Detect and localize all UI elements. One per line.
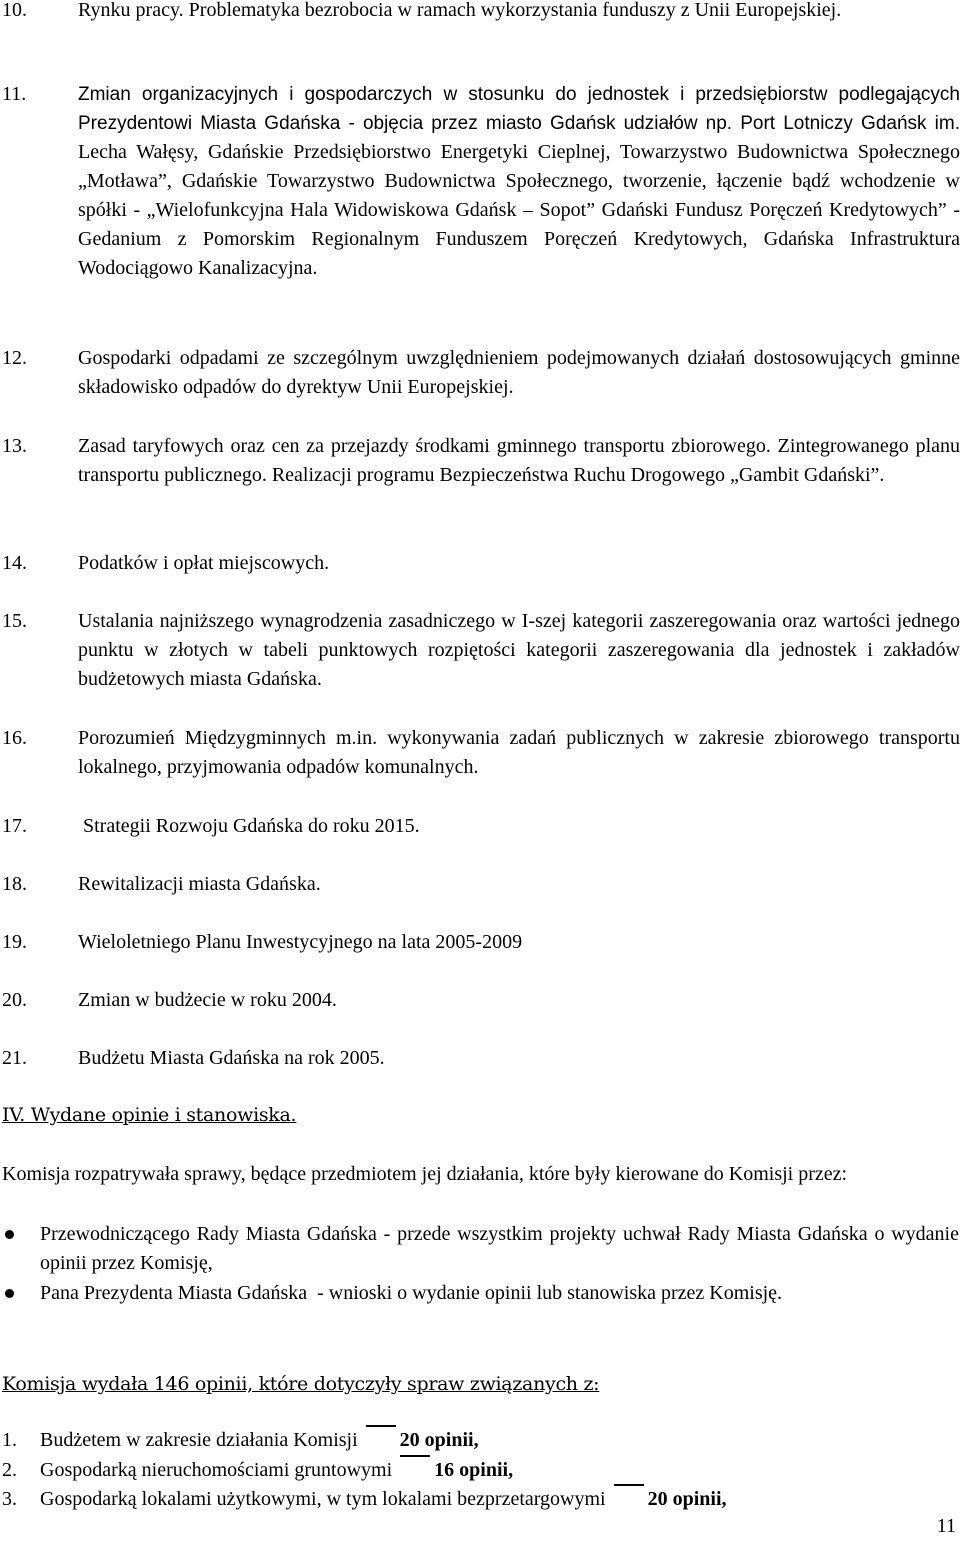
item-number: 10. xyxy=(2,0,27,21)
item-number: 15. xyxy=(2,610,27,632)
list-item-13 xyxy=(2,432,960,490)
item-text: Gospodarki odpadami ze szczególnym uwzględnieniem podejmowanych działań dostosowujących gminne składowisko odpadów do dyrektyw Unii Europejskiej. xyxy=(78,347,960,398)
list-item-18 xyxy=(2,870,960,899)
item-text: Strategii Rozwoju Gdańska do roku 2015. xyxy=(78,815,420,837)
opinion-count: 20 opinii, xyxy=(399,1429,479,1451)
list-item-12 xyxy=(2,344,960,402)
opinion-number: 1. xyxy=(2,1429,17,1451)
item-text: Ustalania najniższego wynagrodzenia zasadniczego w I-szej kategorii zaszeregowania oraz wartości jednego punktu w złotych w tabeli punktowych rozpiętości kategorii zaszeregowania dla jednostek i zakładów budżetowych miasta Gdańska. xyxy=(78,610,960,690)
opinion-number: 2. xyxy=(2,1459,17,1481)
bullet-icon xyxy=(2,1220,40,1278)
item-number: 20. xyxy=(2,989,27,1011)
opinion-text: Gospodarką lokalami użytkowymi, w tym lokalami bezprzetargowymi xyxy=(40,1488,606,1510)
item-number: 16. xyxy=(2,727,27,749)
opinion-item xyxy=(2,1485,727,1514)
opinion-item xyxy=(2,1456,513,1485)
opinion-item xyxy=(2,1426,479,1455)
item-number: 11. xyxy=(2,83,27,105)
opinion-text: Gospodarką nieruchomościami gruntowymi xyxy=(40,1459,393,1481)
item-text: Zasad taryfowych oraz cen za przejazdy środkami gminnego transportu zbiorowego. Zintegrowanego planu transportu publicznego. Realizacji programu Bezpieczeństwa Ruchu Drogowego „Gambit Gdański”. xyxy=(78,435,960,486)
section-heading: IV. Wydane opinie i stanowiska. xyxy=(2,1104,297,1126)
list-item-14 xyxy=(2,549,960,578)
item-number: 21. xyxy=(2,1047,27,1069)
item-text: Zmian w budżecie w roku 2004. xyxy=(78,989,337,1011)
list-item-10 xyxy=(2,0,960,25)
list-item-16 xyxy=(2,724,960,782)
item-number: 17. xyxy=(2,815,27,837)
dash-separator xyxy=(614,1484,644,1486)
list-item-19 xyxy=(2,928,960,957)
item-text: Porozumień Międzygminnych m.in. wykonywania zadań publicznych w zakresie zbiorowego transportu lokalnego, przyjmowania odpadów komunalnych. xyxy=(78,727,960,778)
bullet-icon xyxy=(2,1279,40,1308)
list-item-21 xyxy=(2,1044,960,1073)
opinion-number: 3. xyxy=(2,1488,17,1510)
page-number: 11 xyxy=(936,1515,956,1537)
intro-paragraph: Komisja rozpatrywała sprawy, będące przedmiotem jej działania, które były kierowane do Komisji przez: xyxy=(2,1163,848,1185)
item-text: Podatków i opłat miejscowych. xyxy=(78,552,330,574)
opinion-count: 16 opinii, xyxy=(434,1459,514,1481)
item-text xyxy=(78,80,960,283)
bullet-text: Przewodniczącego Rady Miasta Gdańska - przede wszystkim projekty uchwał Rady Miasta Gdańska o wydanie opinii przez Komisję, xyxy=(40,1223,959,1274)
item-text-sans: Zmian organizacyjnych i gospodarczych w stosunku do jednostek i przedsiębiorstw podlegających Prezydentowi Miasta Gdańska - objęcia przez miasto Gdańsk udziałów np. Port Lotniczy Gdańsk im. xyxy=(78,84,960,134)
item-text: Budżetu Miasta Gdańska na rok 2005. xyxy=(78,1047,385,1069)
list-item-11 xyxy=(2,80,960,283)
dash-separator xyxy=(400,1455,430,1457)
item-text: Rewitalizacji miasta Gdańska. xyxy=(78,873,321,895)
list-item-20 xyxy=(2,986,960,1015)
opinions-heading: Komisja wydała 146 opinii, które dotyczyły spraw związanych z: xyxy=(2,1373,600,1395)
bullet-text: Pana Prezydenta Miasta Gdańska - wnioski o wydanie opinii lub stanowiska przez Komisję. xyxy=(40,1282,783,1304)
item-text: Rynku pracy. Problematyka bezrobocia w ramach wykorzystania funduszy z Unii Europejskiej. xyxy=(78,0,842,21)
item-number: 12. xyxy=(2,347,27,369)
list-item-17 xyxy=(2,812,960,841)
item-number: 18. xyxy=(2,873,27,895)
item-number: 14. xyxy=(2,552,27,574)
item-text: Wieloletniego Planu Inwestycyjnego na lata 2005-2009 xyxy=(78,931,523,953)
opinion-text: Budżetem w zakresie działania Komisji xyxy=(40,1429,358,1451)
item-number: 13. xyxy=(2,435,27,457)
item-text-serif: Lecha Wałęsy, Gdańskie Przedsiębiorstwo Energetyki Cieplnej, Towarzystwo Budownictwa Społecznego „Motława”, Gdańskie Towarzystwo Budownictwa Społecznego, tworzenie, łączenie bądź wchodzenie w spółki - „Wielofunkcyjna Hala Widowiskowa Gdańsk – Sopot” Gdański Fundusz Poręczeń Kredytowych” - Gedanium z Pomorskim Regionalnym Funduszem Poręczeń Kredytowych, Gdańska Infrastruktura Wodociągowo Kanalizacyjna. xyxy=(78,141,960,279)
list-item-15 xyxy=(2,607,960,694)
item-number: 19. xyxy=(2,931,27,953)
bullet-item xyxy=(2,1220,959,1278)
opinion-count: 20 opinii, xyxy=(647,1488,727,1510)
dash-separator xyxy=(366,1425,396,1427)
bullet-item xyxy=(2,1279,959,1308)
